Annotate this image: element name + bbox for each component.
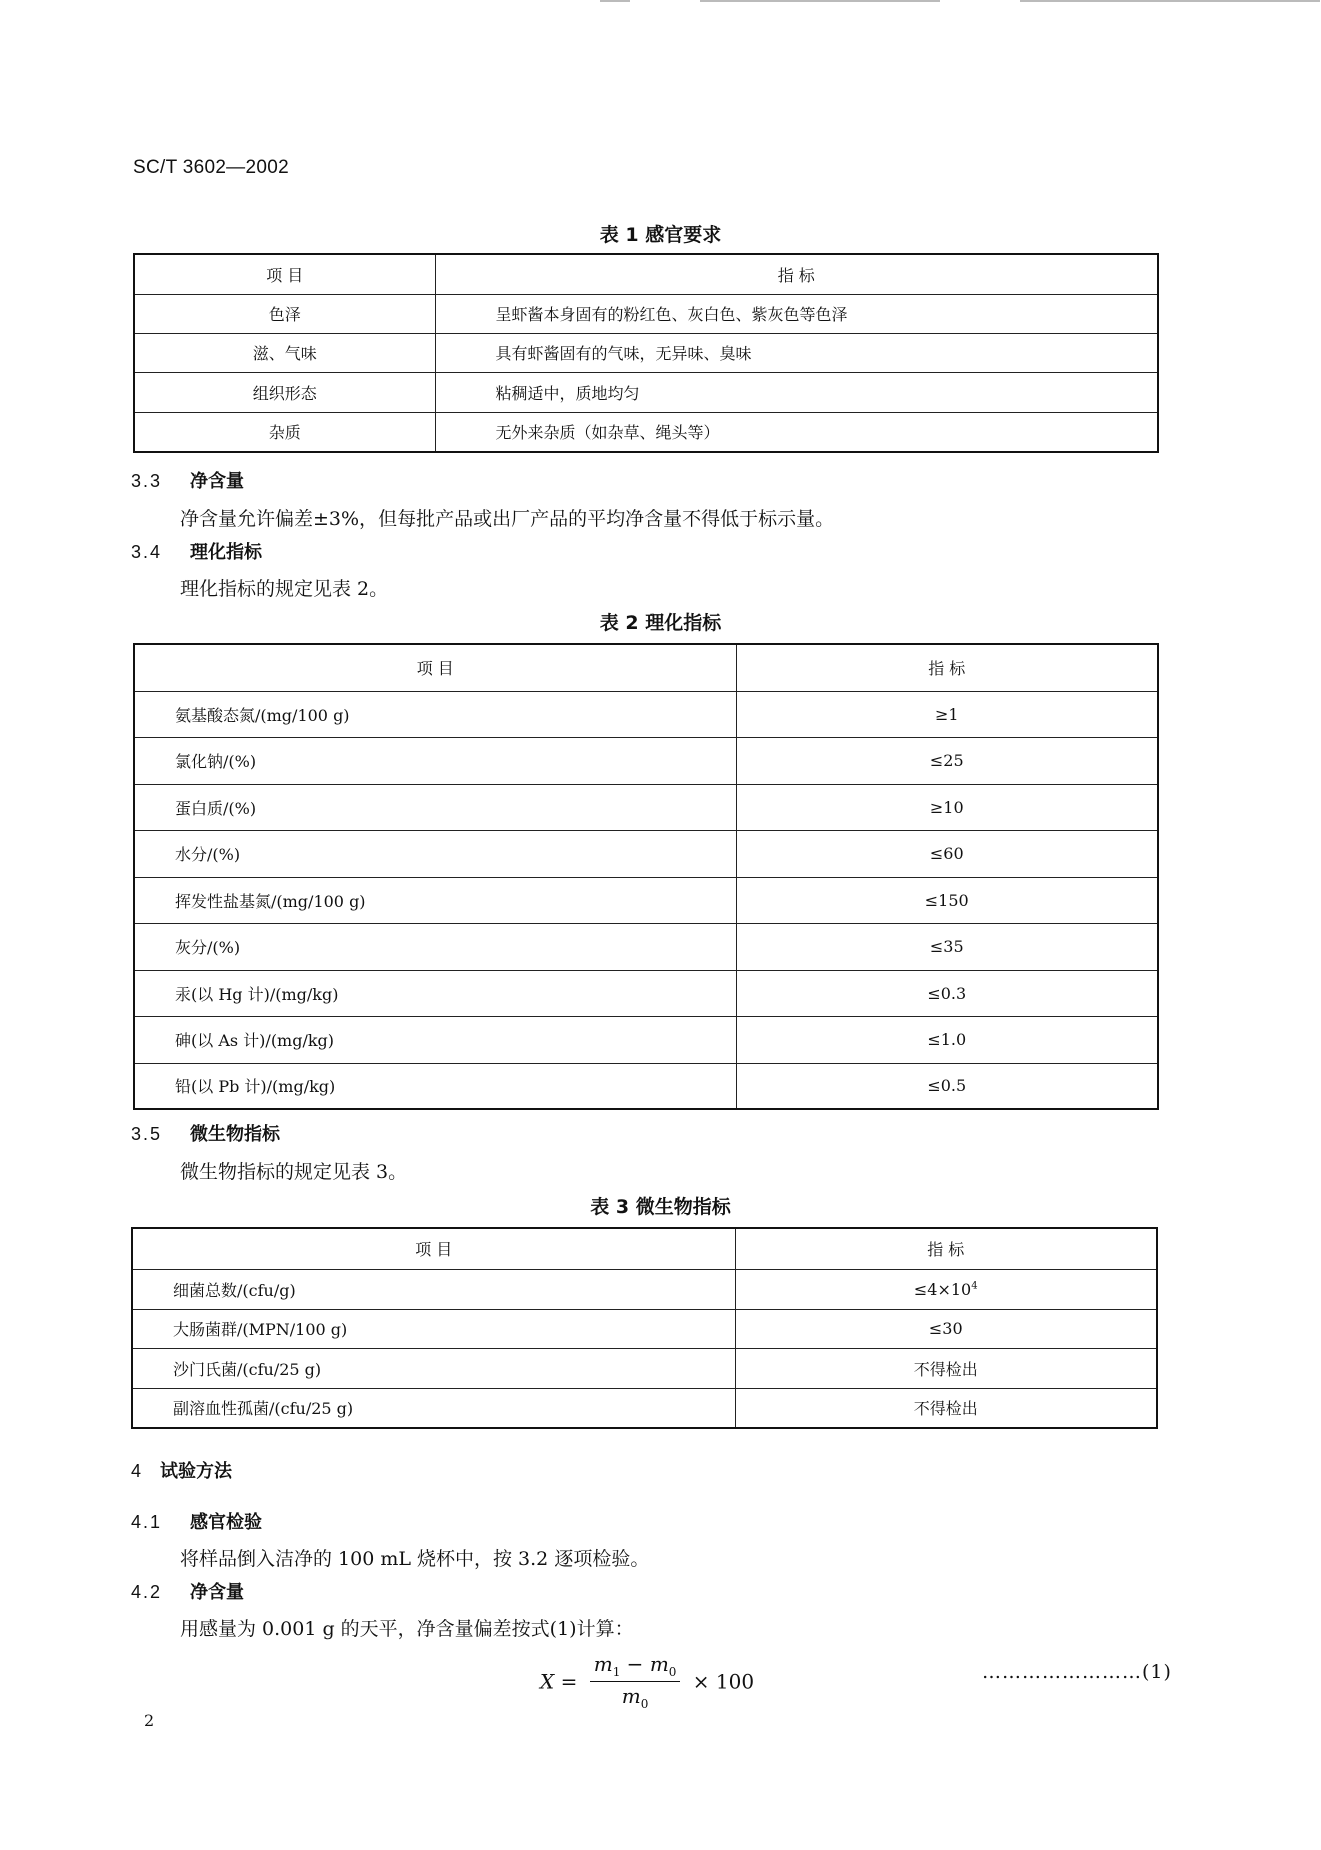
section-3-4-heading: 3.4 理化指标 — [131, 542, 262, 563]
equation-number: ……………………(1) — [982, 1661, 1172, 1683]
section-4-1-heading: 4.1 感官检验 — [131, 1512, 262, 1533]
table-row: 灰分/(%) ≤35 — [134, 923, 1158, 970]
table3-header-value: 指 标 — [735, 1228, 1157, 1269]
table-row: 沙门氏菌/(cfu/25 g) 不得检出 — [132, 1348, 1157, 1388]
section-3-5-heading: 3.5 微生物指标 — [131, 1124, 280, 1145]
table2-header-value: 指 标 — [736, 644, 1158, 691]
net-content-formula: X = $\frac{m_1 - m_0}{m_0}$ × 100 — [540, 1652, 755, 1711]
table-row: 色泽 呈虾酱本身固有的粉红色、灰白色、紫灰色等色泽 — [134, 294, 1158, 333]
table-row: 副溶血性孤菌/(cfu/25 g) 不得检出 — [132, 1388, 1157, 1428]
table-row: 氨基酸态氮/(mg/100 g) ≥1 — [134, 691, 1158, 737]
table2-header-item: 项 目 — [134, 644, 736, 691]
section-3-4-text: 理化指标的规定见表 2。 — [180, 578, 389, 600]
table-row: 水分/(%) ≤60 — [134, 830, 1158, 877]
table-row: 铅(以 Pb 计)/(mg/kg) ≤0.5 — [134, 1063, 1158, 1109]
table1 — [133, 253, 1159, 453]
table-row: 滋、气味 具有虾酱固有的气味，无异味、臭味 — [134, 333, 1158, 372]
table3 — [131, 1227, 1158, 1429]
table-row: 组织形态 粘稠适中，质地均匀 — [134, 372, 1158, 412]
table-row: 细菌总数/(cfu/g) $\le 4\times 10^4$ — [132, 1269, 1157, 1309]
table1-header-item: 项 目 — [134, 254, 435, 294]
section-4-2-heading: 4.2 净含量 — [131, 1582, 244, 1603]
page-top-rule — [600, 0, 1320, 2]
table1-caption: 表 1 感官要求 — [599, 224, 722, 246]
section-4-2-text: 用感量为 0.001 g 的天平，净含量偏差按式(1)计算： — [180, 1618, 634, 1640]
section-3-5-text: 微生物指标的规定见表 3。 — [180, 1161, 408, 1183]
table2-caption: 表 2 理化指标 — [599, 612, 722, 634]
table-row: 挥发性盐基氮/(mg/100 g) ≤150 — [134, 877, 1158, 923]
table1-header-value: 指 标 — [435, 254, 1158, 294]
table3-header-item: 项 目 — [132, 1228, 735, 1269]
table-row: 大肠菌群/(MPN/100 g) ≤30 — [132, 1309, 1157, 1348]
table-row: 砷(以 As 计)/(mg/kg) ≤1.0 — [134, 1016, 1158, 1063]
table-row: 氯化钠/(%) ≤25 — [134, 737, 1158, 784]
section-4-1-text: 将样品倒入洁净的 100 mL 烧杯中，按 3.2 逐项检验。 — [180, 1548, 650, 1570]
table2 — [133, 643, 1159, 1110]
section-3-3-text: 净含量允许偏差±3%，但每批产品或出厂产品的平均净含量不得低于标示量。 — [180, 508, 835, 530]
section-4-heading: 4 试验方法 — [131, 1461, 232, 1482]
table-row: 蛋白质/(%) ≥10 — [134, 784, 1158, 830]
section-3-3-heading: 3.3 净含量 — [131, 471, 244, 492]
table-row: 杂质 无外来杂质（如杂草、绳头等） — [134, 412, 1158, 452]
page-number: 2 — [144, 1711, 155, 1730]
table-row: 汞(以 Hg 计)/(mg/kg) ≤0.3 — [134, 970, 1158, 1016]
table3-caption: 表 3 微生物指标 — [590, 1196, 731, 1218]
standard-code: SC/T 3602—2002 — [133, 157, 289, 178]
